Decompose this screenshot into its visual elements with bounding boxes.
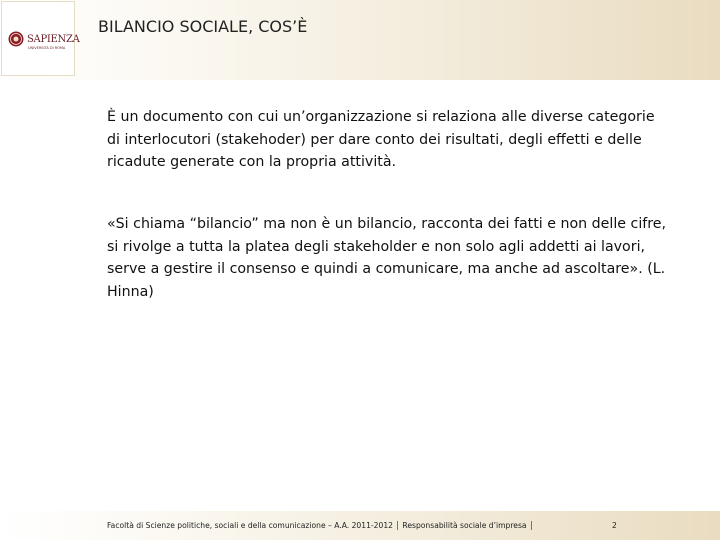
footer-text: Facoltà di Scienze politiche, sociali e della comunicazione – A.A. 2011-2012 │ Responsabilità sociale d’impresa │ (107, 521, 534, 530)
quote-paragraph: «Si chiama “bilancio” ma non è un bilancio, racconta dei fatti e non delle cifre, si rivolge a tutta la platea degli stakeholder e non solo agli addetti ai lavori, serve a gestire il consenso e quindi a comunicare, ma anche ad ascoltare». (L. Hinna) (107, 216, 667, 300)
page-number: 2 (612, 521, 617, 530)
university-seal-icon (8, 31, 24, 47)
slide-title: BILANCIO SOCIALE, COS’È (98, 17, 308, 36)
definition-paragraph: È un documento con cui un’organizzazione si relaziona alle diverse categorie di interlocutori (stakehoder) per dare conto dei risultati, degli effetti e delle ricadute generate con la propria attività. (107, 109, 655, 170)
university-logo (1, 1, 80, 76)
header-band (0, 0, 720, 80)
logo-name: SAPIENZA (27, 34, 80, 45)
logo-subtitle: UNIVERSITÀ DI ROMA (28, 46, 66, 50)
